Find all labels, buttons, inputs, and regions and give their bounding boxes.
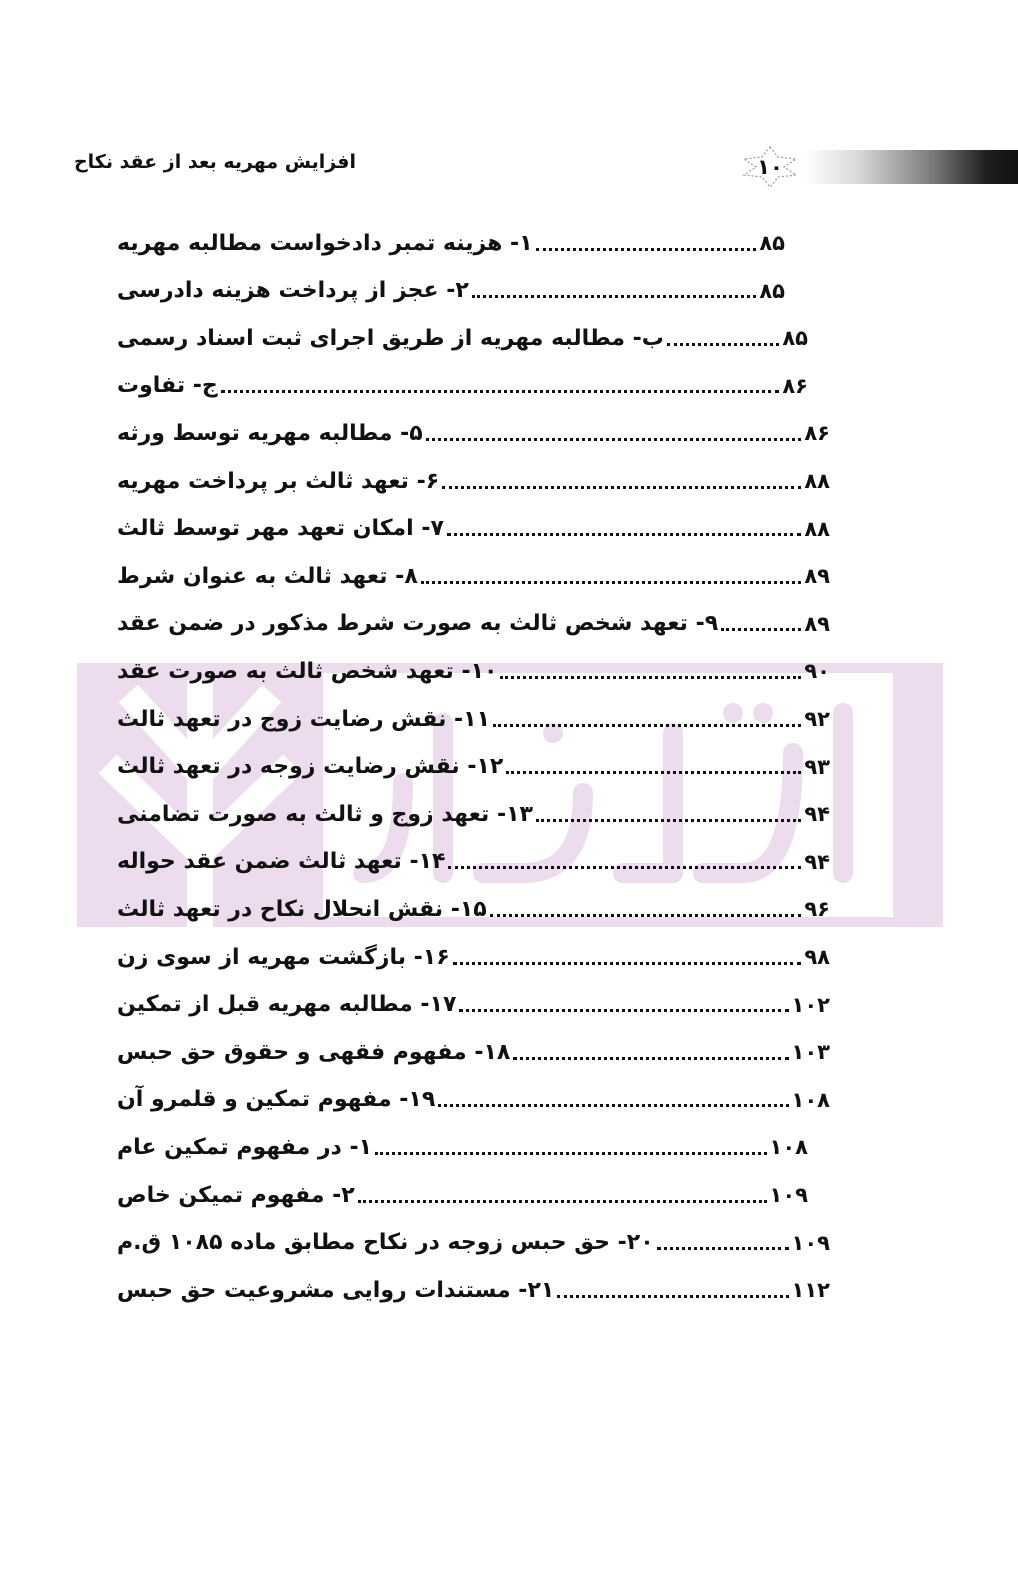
toc-entry-page-number: ۸۸ — [804, 516, 830, 541]
toc-entry-title: ۱۱- نقش رضایت زوج در تعهد ثالث — [117, 706, 491, 732]
toc-entry-title: ۱۷- مطالبه مهریه قبل از تمکین — [117, 992, 457, 1018]
page-number-ornament — [738, 145, 802, 189]
toc-leader-dots — [375, 1150, 766, 1155]
toc-entry-title: ۱۵- نقش انحلال نکاح در تعهد ثالث — [117, 896, 487, 922]
toc-leader-dots — [358, 1198, 767, 1203]
toc-entry[interactable] — [117, 461, 830, 501]
toc-entry[interactable] — [117, 937, 830, 977]
toc-entry-page-number: ۱۰۸ — [769, 1135, 808, 1160]
toc-entry[interactable] — [117, 1270, 830, 1310]
toc-entry[interactable] — [117, 556, 830, 596]
toc-entry-title: ۶- تعهد ثالث بر پرداخت مهریه — [117, 468, 440, 494]
toc-leader-dots — [657, 1245, 789, 1250]
toc-entry[interactable] — [117, 651, 830, 691]
toc-entry[interactable] — [117, 1127, 808, 1167]
toc-entry[interactable] — [117, 699, 830, 739]
toc-entry-page-number: ۹۴ — [804, 802, 830, 827]
toc-entry[interactable] — [117, 794, 830, 834]
toc-leader-dots — [459, 1007, 788, 1012]
toc-leader-dots — [506, 769, 801, 774]
toc-entry[interactable] — [117, 223, 785, 263]
toc-entry-page-number: ۸۸ — [804, 469, 830, 493]
toc-entry-page-number: ۱۱۲ — [791, 1278, 830, 1303]
toc-leader-dots — [667, 341, 779, 346]
toc-entry[interactable] — [117, 747, 830, 787]
toc-entry-page-number: ۹۸ — [804, 945, 830, 969]
toc-entry-page-number: ۸۵ — [759, 278, 785, 303]
toc-entry-title: ۷- امکان تعهد مهر توسط ثالث — [117, 516, 444, 542]
toc-entry[interactable] — [117, 1223, 830, 1263]
toc-entry-title: ۵- مطالبه مهریه توسط ورثه — [117, 420, 423, 446]
toc-entry-title: ۱۸- مفهوم فقهی و حقوق حق حبس — [117, 1039, 511, 1065]
toc-entry[interactable] — [117, 1080, 830, 1120]
toc-entry-page-number: ۸۵ — [782, 326, 808, 351]
toc-leader-dots — [453, 960, 802, 965]
toc-entry-page-number: ۹۳ — [804, 754, 830, 779]
toc-leader-dots — [442, 484, 801, 489]
toc-entry[interactable] — [117, 413, 830, 453]
toc-entry-page-number: ۹۰ — [804, 659, 830, 684]
toc-entry-title: ۹- تعهد شخص ثالث به صورت شرط مذکور در ضمن عقد — [117, 611, 719, 637]
toc-entry-title: ۱۳- تعهد زوج و ثالث به صورت تضامنی — [117, 801, 533, 827]
toc-entry-page-number: ۸۶ — [804, 421, 830, 446]
toc-entry-page-number: ۸۹ — [804, 611, 830, 636]
toc-entry[interactable] — [117, 889, 830, 929]
toc-entry-page-number: ۹۶ — [804, 897, 830, 922]
toc-entry-title: ۲- عجز از پرداخت هزینه دادرسی — [117, 278, 469, 304]
toc-entry[interactable] — [117, 271, 785, 311]
toc-leader-dots — [447, 531, 801, 536]
toc-leader-dots — [438, 1102, 788, 1107]
toc-leader-dots — [536, 817, 801, 822]
page-number: ۱۰ — [757, 155, 783, 179]
table-of-contents — [0, 223, 1018, 1323]
toc-entry-page-number: ۱۰۹ — [791, 1230, 830, 1255]
toc-leader-dots — [221, 388, 780, 393]
toc-leader-dots — [493, 722, 801, 727]
toc-entry[interactable] — [117, 842, 830, 882]
toc-entry-page-number: ۱۰۲ — [791, 992, 830, 1017]
toc-leader-dots — [536, 246, 757, 251]
toc-entry-title: ۲- مفهوم تمیکن خاص — [117, 1182, 355, 1208]
toc-entry-page-number: ۱۰۹ — [769, 1183, 808, 1207]
toc-entry-title: ۱۲- نقش رضایت زوجه در تعهد ثالث — [117, 754, 504, 780]
toc-entry[interactable] — [117, 985, 830, 1025]
toc-entry[interactable] — [117, 1175, 808, 1215]
toc-entry-page-number: ۹۴ — [804, 849, 830, 874]
toc-entry-title: ۱۹- مفهوم تمکین و قلمرو آن — [117, 1087, 436, 1113]
toc-leader-dots — [421, 579, 802, 584]
toc-leader-dots — [490, 912, 802, 917]
toc-leader-dots — [513, 1055, 788, 1060]
toc-leader-dots — [500, 674, 801, 679]
running-header-title: افزایش مهریه بعد از عقد نکاح — [73, 151, 356, 173]
toc-entry-title: ۱- در مفهوم تمکین عام — [117, 1134, 373, 1160]
toc-leader-dots — [448, 864, 801, 869]
toc-entry-title: ۱۴- تعهد ثالث ضمن عقد حواله — [117, 849, 446, 875]
toc-entry-page-number: ۱۰۳ — [791, 1040, 830, 1065]
toc-entry-title: ۱۶- بازگشت مهریه از سوی زن — [117, 944, 450, 970]
toc-entry[interactable] — [117, 509, 830, 549]
toc-entry-title: ب- مطالبه مهریه از طریق اجرای ثبت اسناد رسمی — [117, 325, 664, 351]
toc-entry[interactable] — [117, 318, 808, 358]
toc-entry-title: ۱۰- تعهد شخص ثالث به صورت عقد — [117, 658, 498, 684]
toc-entry-page-number: ۱۰۸ — [791, 1087, 830, 1112]
toc-entry-title: ۲۱- مستندات روایی مشروعیت حق حبس — [117, 1277, 555, 1303]
toc-entry-title: ۱- هزینه تمبر دادخواست مطالبه مهریه — [117, 230, 533, 256]
toc-leader-dots — [426, 436, 802, 441]
toc-leader-dots — [472, 293, 757, 298]
toc-entry-page-number: ۹۲ — [804, 707, 830, 731]
toc-entry[interactable] — [117, 604, 830, 644]
toc-entry-page-number: ۸۹ — [804, 564, 830, 589]
toc-entry-title: ۲۰- حق حبس زوجه در نکاح مطابق ماده ۱۰۸۵ ق.م — [117, 1230, 654, 1256]
header-gradient-bar — [805, 150, 1018, 184]
toc-leader-dots — [557, 1293, 788, 1298]
toc-entry-title: ج- تفاوت — [117, 373, 218, 399]
toc-entry-title: ۸- تعهد ثالث به عنوان شرط — [117, 563, 418, 589]
toc-leader-dots — [721, 626, 801, 631]
toc-entry[interactable] — [117, 366, 808, 406]
toc-entry-page-number: ۸۶ — [782, 373, 808, 398]
toc-entry-page-number: ۸۵ — [759, 231, 785, 255]
toc-entry[interactable] — [117, 1032, 830, 1072]
